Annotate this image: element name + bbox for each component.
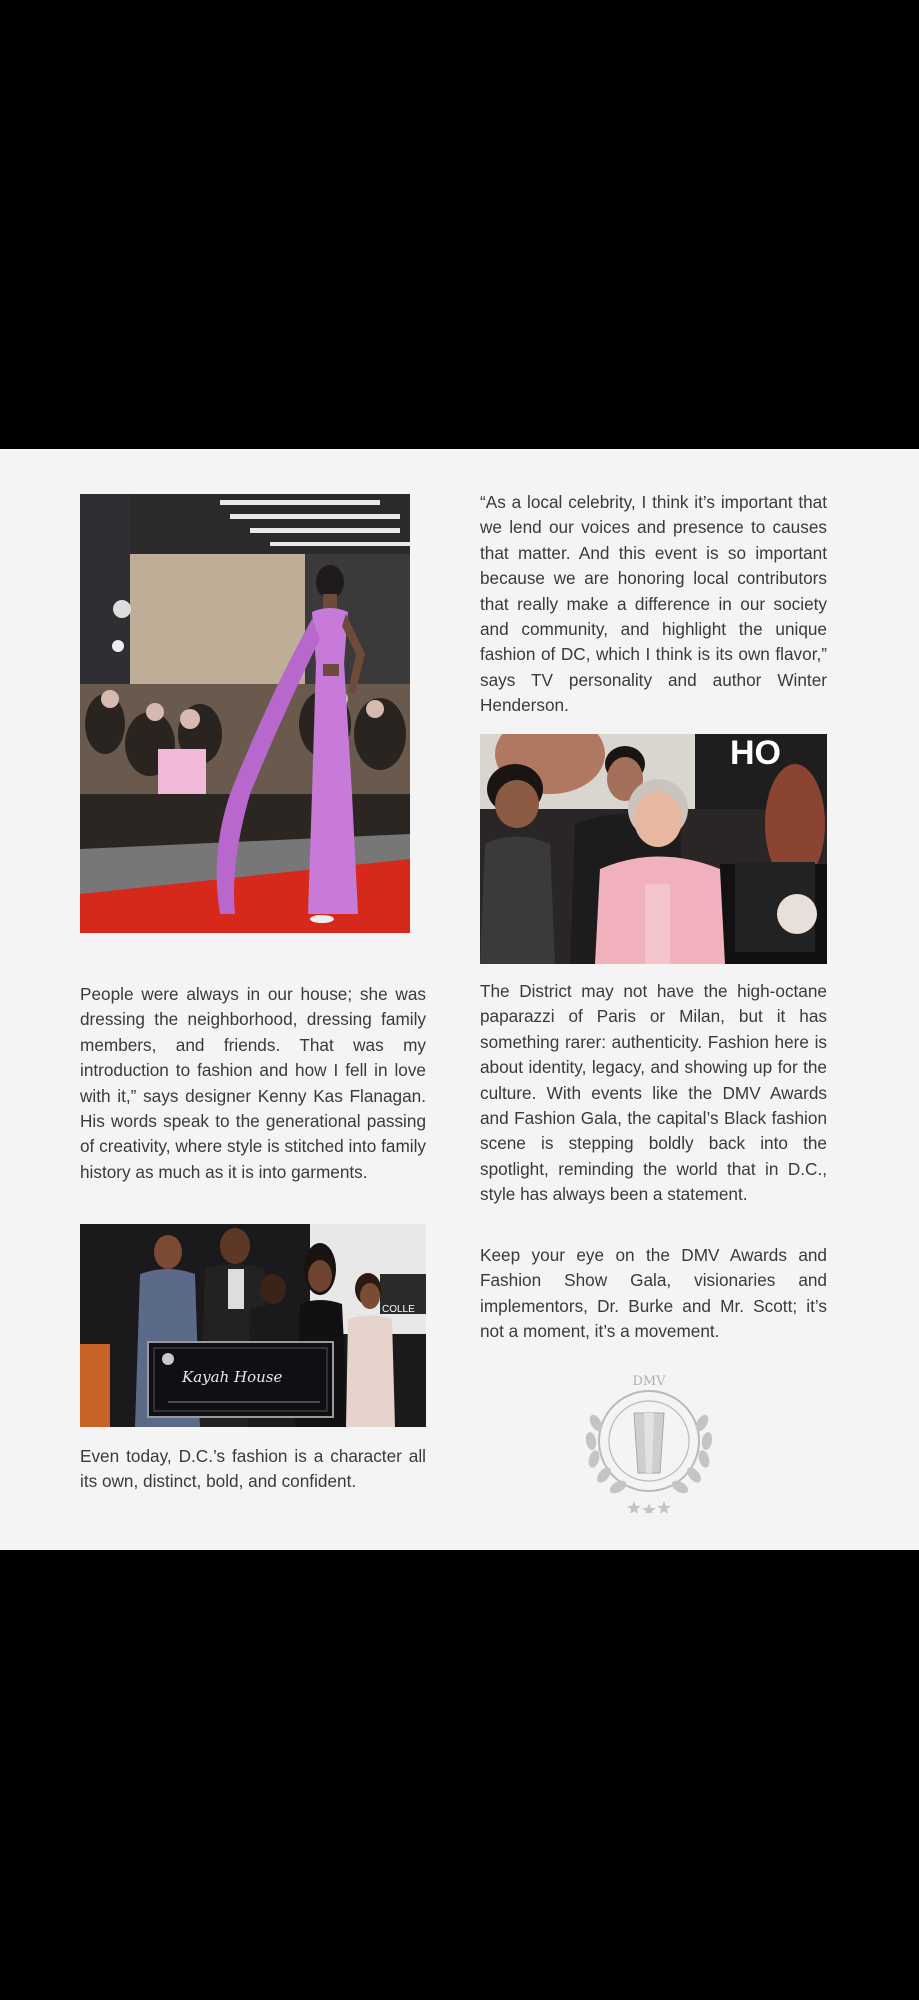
dmv-awards-seal: [576, 1373, 722, 1513]
dc-fashion-paragraph: Even today, D.C.’s fashion is a character all its own, distinct, bold, and confident.: [80, 1446, 426, 1492]
district-paragraph-block: [480, 979, 827, 1208]
banner-text: COLLE: [382, 1304, 415, 1315]
seal-top-text: DMV: [632, 1374, 666, 1389]
kenny-flanagan-quote: People were always in our house; she was dressing the neighborhood, dressing family members, and friends. That was my introduction to fashion and how I fell in love with it,” says designer Kenny Kas Flanagan. His words speak to the generational passing of creativity, where style is stitched into family history as much as it is into garments.: [80, 984, 426, 1182]
magazine-page: [0, 449, 919, 1550]
check-presentation-photo: [80, 1224, 426, 1427]
closing-paragraph-block: [480, 1243, 827, 1345]
honorees-photo: [480, 734, 827, 964]
kenny-flanagan-quote-block: [80, 982, 426, 1185]
backdrop-text: HO: [730, 734, 781, 772]
winter-henderson-quote: “As a local celebrity, I think it’s important that we lend our voices and presence to causes that matter. And this event is so important because we are honoring local contributors that really make a difference in our society and community, and highlight the unique fashion of DC, which I think is its own flavor,” says TV personality and author Winter Henderson.: [480, 492, 827, 716]
dc-fashion-paragraph-block: [80, 1444, 426, 1495]
district-paragraph: The District may not have the high-octane paparazzi of Paris or Milan, but it has something rarer: authenticity. Fashion here is about identity, legacy, and showing up for the culture. With events like the DMV Awards and Fashion Gala, the capital’s Black fashion scene is stepping boldly back into the spotlight, reminding the world that in D.C., style has always been a statement.: [480, 981, 827, 1205]
runway-photo: [80, 494, 410, 933]
closing-paragraph: Keep your eye on the DMV Awards and Fashion Show Gala, visionaries and implementors, Dr. Burke and Mr. Scott; it’s not a moment, it’s a movement.: [480, 1245, 827, 1342]
winter-henderson-quote-block: [480, 490, 827, 719]
check-payee-text: Kayah House: [182, 1368, 283, 1386]
